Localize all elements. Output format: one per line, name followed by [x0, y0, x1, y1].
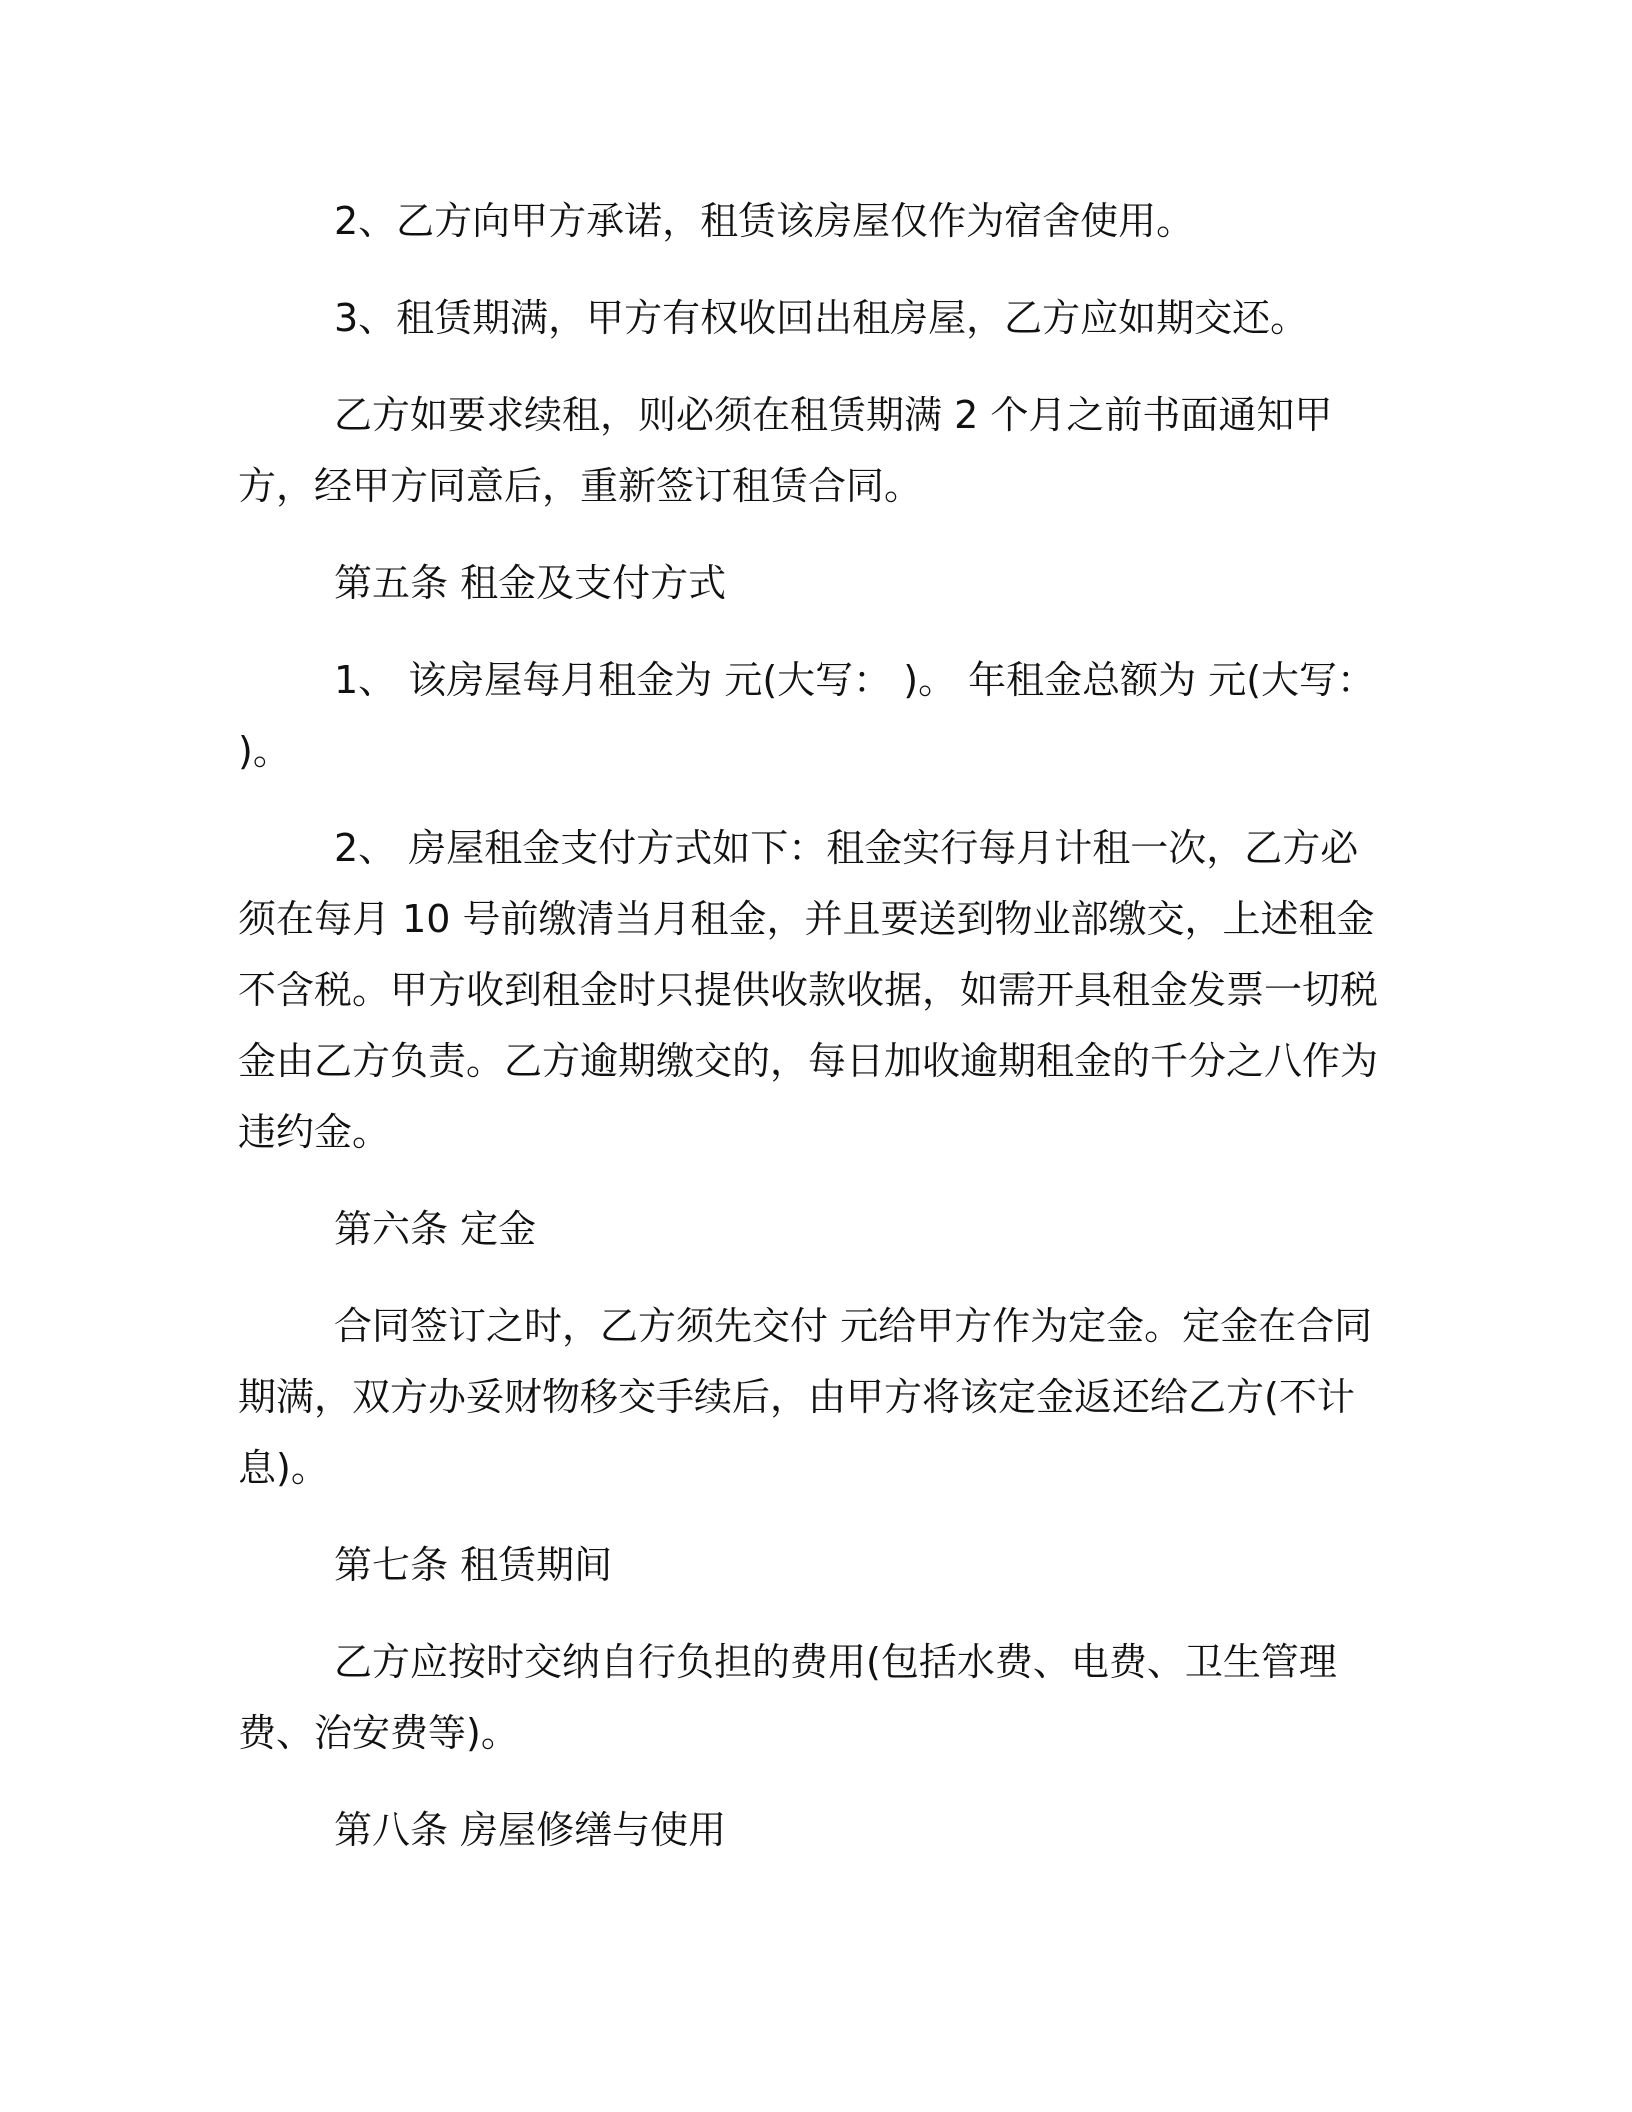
fees-paragraph: 乙方应按时交纳自行负担的费用(包括水费、电费、卫生管理费、治安费等)。: [238, 1640, 1337, 1755]
rent-amount-paragraph: 1、 该房屋每月租金为 元(大写： )。 年租金总额为 元(大写： )。: [238, 658, 1376, 773]
renewal-paragraph: 乙方如要求续租，则必须在租赁期满 2 个月之前书面通知甲方，经甲方同意后，重新签订租赁合同。: [238, 393, 1333, 508]
article-6-heading: 第六条 定金: [334, 1207, 537, 1251]
document-body: [238, 186, 1388, 1892]
article-5-heading: 第五条 租金及支付方式: [334, 561, 727, 605]
clause-item-3-lease-expiry: 3、租赁期满，甲方有权收回出租房屋，乙方应如期交还。: [334, 296, 1309, 340]
deposit-paragraph: 合同签订之时，乙方须先交付 元给甲方作为定金。定金在合同期满，双方办妥财物移交手续后，由甲方将该定金返还给乙方(不计息)。: [238, 1304, 1373, 1490]
rent-payment-paragraph: 2、 房屋租金支付方式如下：租金实行每月计租一次，乙方必须在每月 10 号前缴清当月租金，并且要送到物业部缴交，上述租金不含税。甲方收到租金时只提供收款收据，如需开具租金发票一切税金由乙方负责。乙方逾期缴交的，每日加收逾期租金的千分之八作为违约金。: [238, 826, 1379, 1154]
article-7-heading: 第七条 租赁期间: [334, 1543, 613, 1587]
clause-item-2-dormitory-use: 2、乙方向甲方承诺，租赁该房屋仅作为宿舍使用。: [334, 199, 1195, 243]
article-8-heading: 第八条 房屋修缮与使用: [334, 1808, 727, 1852]
